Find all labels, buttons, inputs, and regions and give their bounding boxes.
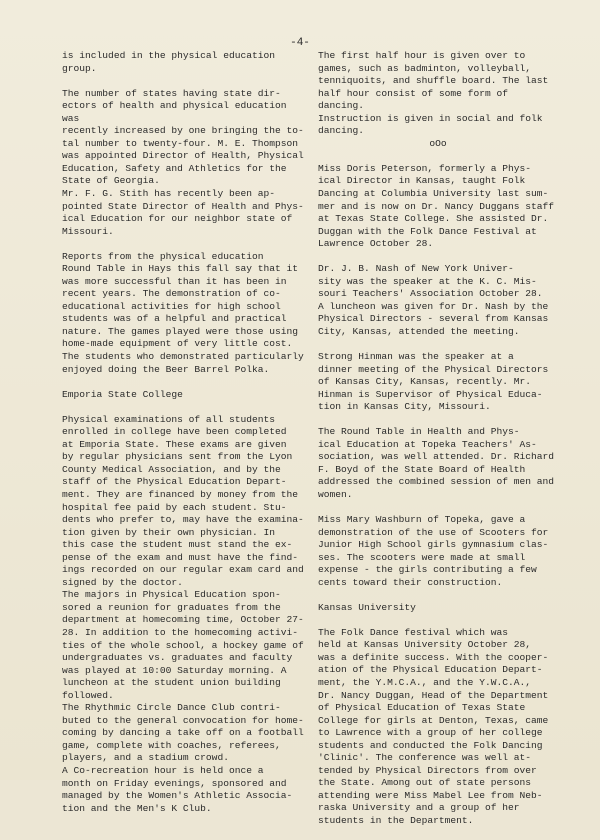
left-column <box>62 50 304 828</box>
paragraph: The first half hour is given over to games, such as badminton, volleyball, tenniquoits, and shuffle board. The last half hour consist of some form of dancing. Instruction is given in social and folk dancing. <box>318 50 549 137</box>
page-number: -4- <box>290 37 310 49</box>
paragraph: The majors in Physical Education spon- sored a reunion for graduates from the department at homecoming time, October 27- 28. In addition to the homecoming activi- ties of the whole school, a hockey game of undergraduates vs. graduates and faculty was played at 10:00 Saturday morning. A luncheon at the student union building followed. <box>62 589 304 701</box>
paragraph: The Rhythmic Circle Dance Club contri- buted to the general convocation for home- coming by dancing a take off on a football game, complete with coaches, referees, players, and a stadium crowd. <box>62 702 304 764</box>
paragraph: Reports from the physical education Round Table in Hays this fall say that it was more successful than it has been in recent years. The demonstration of co- educational activities for high school students was of a helpful and practical nature. The games played were those using home-made equipment of very little cost. The students who demonstrated particularly enjoyed doing the Beer Barrel Polka. <box>62 250 304 375</box>
paragraph: Mr. F. G. Stith has recently been ap- pointed State Director of Health and Phys- ical Education for our neighbor state of Missouri. <box>62 187 304 237</box>
paragraph: Physical examinations of all students enrolled in college have been completed at Emporia State. These exams are given by regular physicians sent from the Lyon County Medical Association, and by the staff of the Physical Education Depart- ment. They are financed by money from the hospital fee paid by each student. Stu- dents who prefer to, may have the examina- tion given by their own physician. In this case the student must stand the ex- pense of the exam and must have the find- ings recorded on our regular exam card and signed by the doctor. <box>62 413 304 588</box>
paragraph: Strong Hinman was the speaker at a dinner meeting of the Physical Directors of Kansas City, Kansas, recently. Mr. Hinman is Supervisor of Physical Educa- tion in Kansas City, Missouri. <box>318 350 549 413</box>
paragraph: Dr. J. B. Nash of New York Univer- sity was the speaker at the K. C. Mis- souri Teachers' Association October 28. A luncheon was given for Dr. Nash by the Physical Directors - several from Kansas City, Kansas, attended the meeting. <box>318 263 549 337</box>
paragraph: is included in the physical education group. <box>62 50 276 74</box>
paragraph: Miss Mary Washburn of Topeka, gave a demonstration of the use of Scooters for Junior High School girls gymnasium clas- ses. The scooters were made at small expense - the girls contributing a few cents toward their construction. <box>318 514 549 588</box>
paragraph: A Co-recreation hour is held once a month on Friday evenings, sponsored and managed by the Women's Athletic Associa- tion and the Men's K Club. <box>62 764 293 814</box>
section-heading-kansas-university: Kansas University <box>318 601 416 613</box>
right-column <box>318 50 558 840</box>
paragraph: The Folk Dance festival which was held at Kansas University October 28, was a definite success. With the cooper- ation of the Physical Education Depart- ment, the Y.M.C.A., and the Y.W.C.A., Dr. Nancy Duggan, Head of the Department of Physical Education of Texas State College for girls at Denton, Texas, came to Lawrence with a group of her college students and conducted the Folk Dancing 'Clinic'. The conference was well at- tended by Physical Directors from over the State. Among out of state persons attending were Miss Mabel Lee from Neb- raska University and a group of her students in the Department. <box>318 626 549 827</box>
paragraph: The Round Table in Health and Phys- ical Education at Topeka Teachers' As- sociation, was well attended. Dr. Richard F. Boyd of the State Board of Health addressed the combined session of men and women. <box>318 426 555 500</box>
section-divider: oOo <box>429 137 447 149</box>
section-heading-emporia: Emporia State College <box>62 388 183 400</box>
paragraph: The number of states having state dir- ectors of health and physical education was recently increased by one bringing the to- tal number to twenty-four. M. E. Thompson was appointed Director of Health, Physical Education, Safety and Athletics for the State of Georgia. <box>62 87 304 187</box>
paragraph: Miss Doris Peterson, formerly a Phys- ical Director in Kansas, taught Folk Dancing at Columbia University last sum- mer and is now on Dr. Nancy Duggans staff at Texas State College. She assisted Dr. Duggan with the Folk Dance Festival at Lawrence October 28. <box>318 162 555 250</box>
